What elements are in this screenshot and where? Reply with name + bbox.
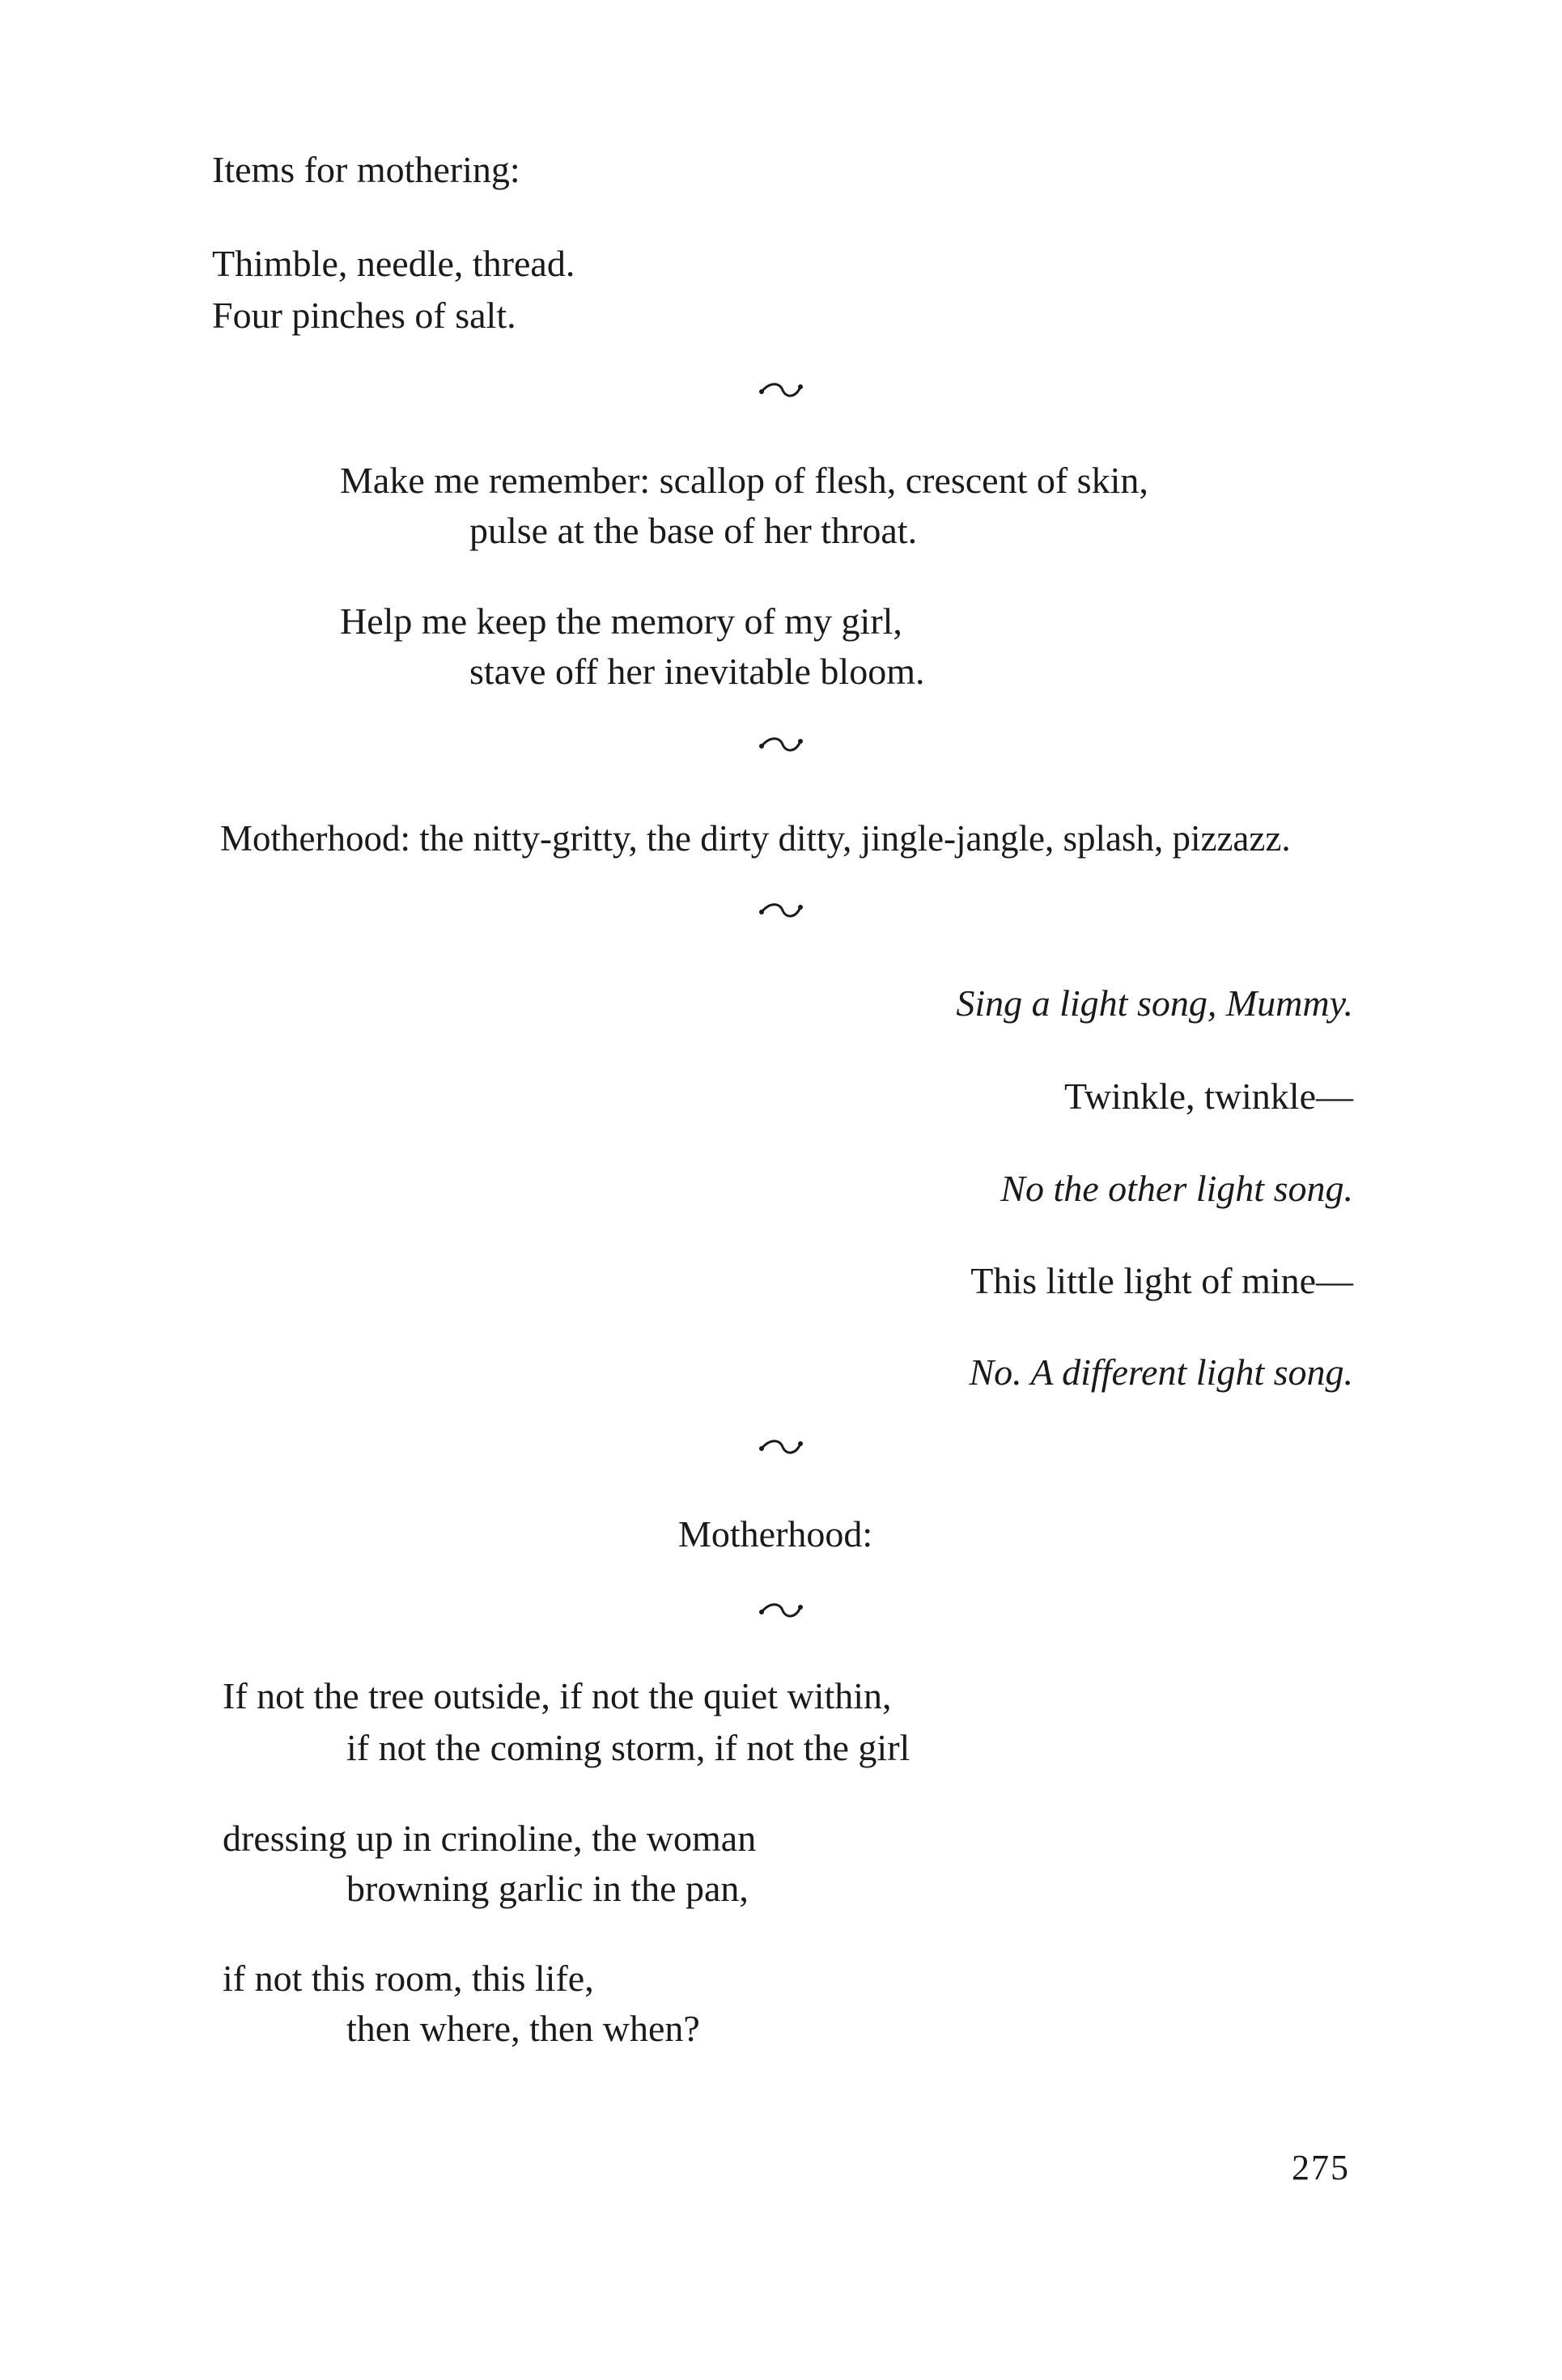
poem-line: browning garlic in the pan, [346, 1868, 749, 1909]
poem-line: Four pinches of salt. [212, 295, 516, 336]
dialogue-line-child: No. A different light song. [969, 1351, 1353, 1393]
fleuron-icon [757, 732, 805, 757]
page-number: 275 [1292, 2148, 1350, 2187]
dialogue-line-mother: Twinkle, twinkle— [1063, 1075, 1353, 1117]
poem-line: if not this room, this life, [223, 1958, 594, 1999]
poem-line: pulse at the base of her throat. [469, 510, 918, 551]
poem-line: then where, then when? [346, 2008, 700, 2049]
poem-line: if not the coming storm, if not the girl [346, 1727, 910, 1768]
poem-line: If not the tree outside, if not the quiet within, [223, 1675, 892, 1716]
poem-line: stave off her inevitable bloom. [469, 651, 925, 692]
dialogue-line-child: No the other light song. [1000, 1168, 1353, 1209]
dialogue-line-child: Sing a light song, Mummy. [956, 982, 1353, 1024]
fleuron-icon [757, 1598, 805, 1623]
poem-line: Help me keep the memory of my girl, [340, 600, 902, 642]
poem-line: Make me remember: scallop of flesh, crescent of skin, [340, 460, 1148, 501]
dialogue-line-mother: This little light of mine— [970, 1260, 1353, 1301]
fleuron-icon [757, 378, 805, 402]
poem-line: Motherhood: [678, 1513, 873, 1555]
poem-line: Thimble, needle, thread. [212, 243, 575, 284]
fleuron-icon [757, 898, 805, 923]
poem-line: dressing up in crinoline, the woman [223, 1818, 757, 1859]
poem-line: Motherhood: the nitty-gritty, the dirty ditty, jingle-jangle, splash, pizzazz. [220, 818, 1291, 859]
stanza-heading: Items for mothering: [212, 149, 520, 190]
fleuron-icon [757, 1435, 805, 1459]
